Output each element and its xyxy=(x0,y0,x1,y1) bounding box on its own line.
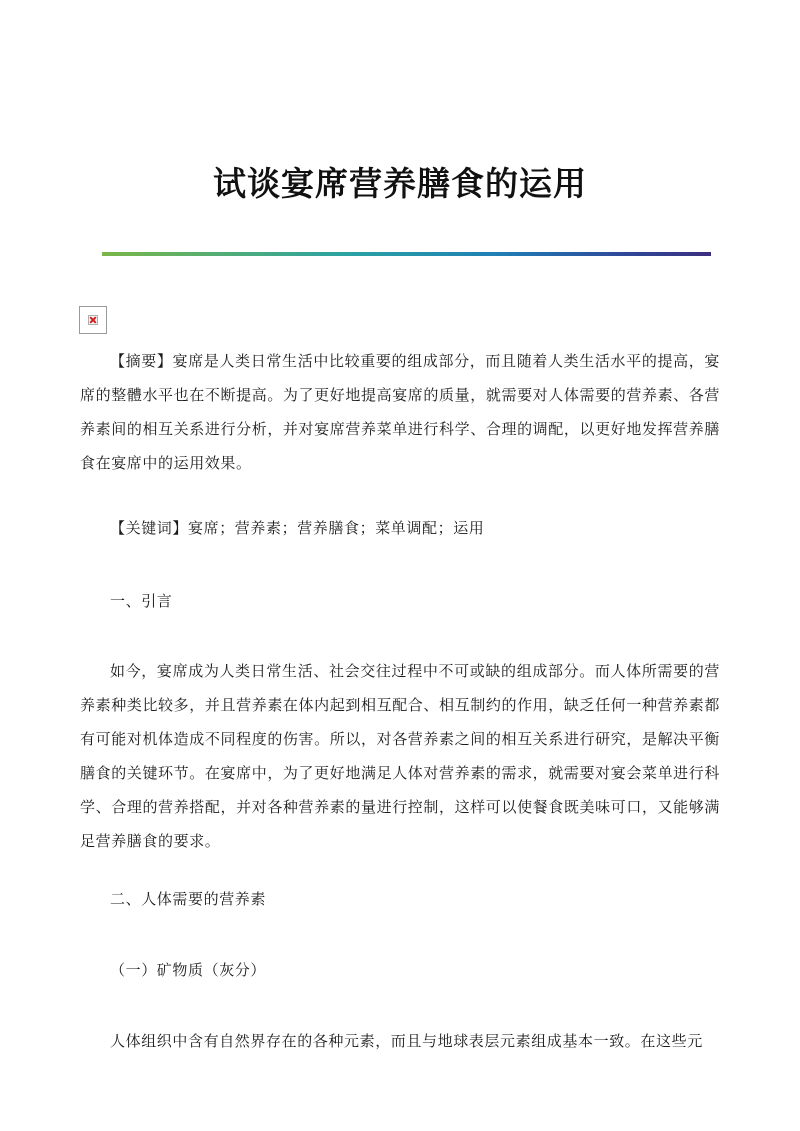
section-heading-introduction: 一、引言 xyxy=(110,592,173,610)
broken-image-placeholder xyxy=(88,315,98,325)
section-heading-nutrients: 二、人体需要的营养素 xyxy=(110,890,267,908)
document-title: 试谈宴席营养膳食的运用 xyxy=(213,164,587,203)
title-divider xyxy=(102,252,711,256)
introduction-paragraph: 如今，宴席成为人类日常生活、社会交往过程中不可或缺的组成部分。而人体所需要的营养素种类比较多，并且营养素在体内起到相互配合、相互制约的作用，缺乏任何一种营养素都有可能对机体造成不同程度的伤害。所以，对各营养素之间的相互关系进行研究，是解决平衡膳食的关键环节。在宴席中，为了更好地满足人体对营养素的需求，就需要对宴会菜单进行科学、合理的营养搭配，并对各种营养素的量进行控制，这样可以使餐食既美味可口，又能够满足营养膳食的要求。 xyxy=(80,662,720,850)
subsection-heading-minerals: （一）矿物质（灰分） xyxy=(110,961,267,979)
minerals-paragraph: 人体组织中含有自然界存在的各种元素，而且与地球表层元素组成基本一致。在这些元 xyxy=(110,1032,703,1050)
keywords-line: 【关键词】宴席；营养素；营养膳食；菜单调配；运用 xyxy=(110,519,485,537)
broken-image-icon xyxy=(79,306,107,334)
abstract-paragraph: 【摘要】宴席是人类日常生活中比较重要的组成部分，而且随着人类生活水平的提高，宴席的整體水平也在不断提高。为了更好地提高宴席的质量，就需要对人体需要的营养素、各营养素间的相互关系进行分析，并对宴席营养菜单进行科学、合理的调配，以更好地发挥营养膳食在宴席中的运用效果。 xyxy=(80,352,720,472)
